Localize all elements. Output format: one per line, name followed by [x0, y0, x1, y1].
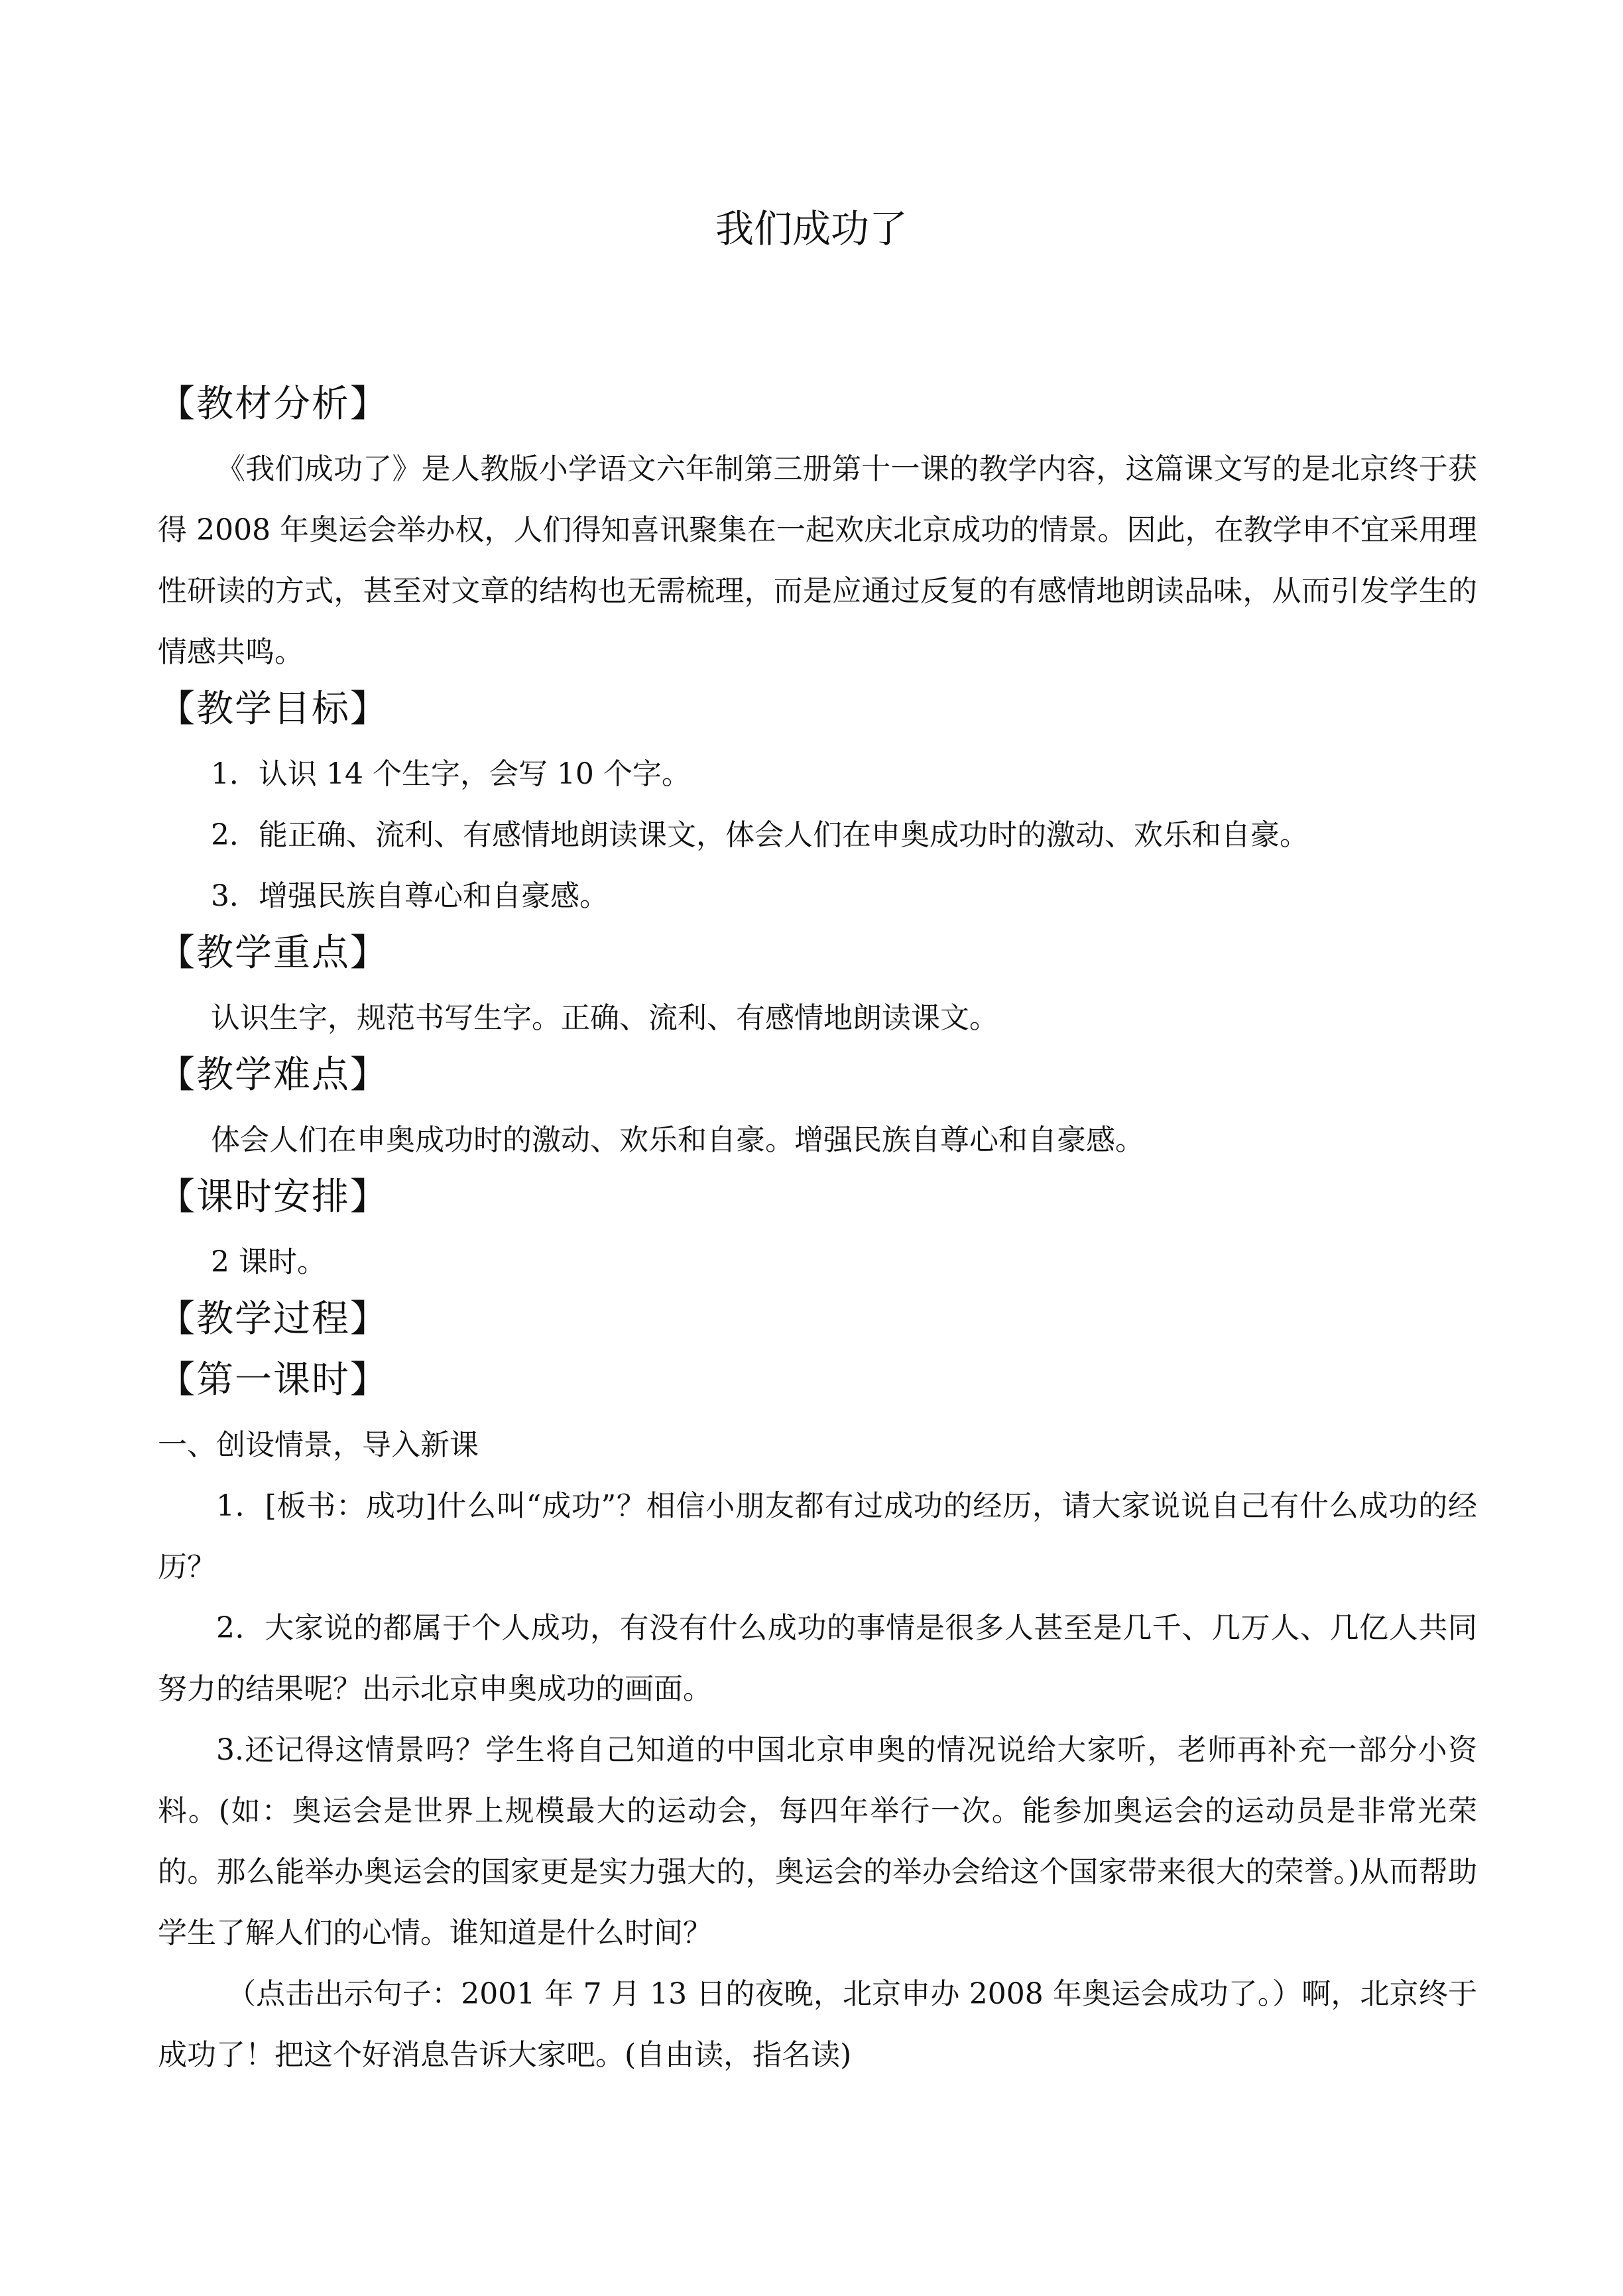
heading-first-lesson: 【第一课时】 [158, 1359, 389, 1402]
heading-textbook-analysis: 【教材分析】 [158, 383, 389, 426]
goal-item: 3．增强民族自尊心和自豪感。 [211, 879, 609, 913]
heading-difficulties: 【教学难点】 [158, 1054, 389, 1097]
page-title: 我们成功了 [715, 206, 908, 251]
document-body [158, 378, 1477, 2086]
difficulties-text: 体会人们在申奥成功时的激动、欢乐和自豪。增强民族自尊心和自豪感。 [211, 1123, 1144, 1157]
process-paragraph: （点击出示句子：2001 年 7 月 13 日的夜晚，北京申办 2008 年奥运会成功了。）啊，北京终于成功了！把这个好消息告诉大家吧。(自由读，指名读) [158, 1977, 1477, 2072]
process-paragraph: 3.还记得这情景吗？学生将自己知道的中国北京申奥的情况说给大家听，老师再补充一部分小资料。(如：奥运会是世界上规模最大的运动会，每四年举行一次。能参加奥运会的运动员是非常光荣的。那么能举办奥运会的国家更是实力强大的，奥运会的举办会给这个国家带来很大的荣誉。)从而帮助学生了解人们的心情。谁知道是什么时间？ [158, 1733, 1477, 1950]
heading-key-points: 【教学重点】 [158, 932, 389, 975]
goal-item: 1．认识 14 个生字，会写 10 个字。 [211, 757, 691, 791]
process-paragraph: 1．[板书：成功]什么叫“成功”？相信小朋友都有过成功的经历，请大家说说自己有什么成功的经历？ [158, 1489, 1477, 1584]
heading-teaching-process: 【教学过程】 [158, 1298, 389, 1341]
schedule-text: 2 课时。 [211, 1245, 326, 1279]
process-paragraph: 2．大家说的都属于个人成功，有没有什么成功的事情是很多人甚至是几千、几万人、几亿人共同努力的结果呢？出示北京申奥成功的画面。 [158, 1611, 1477, 1706]
subheading-intro: 一、创设情景，导入新课 [158, 1428, 479, 1462]
key-points-text: 认识生字，规范书写生字。正确、流利、有感情地朗读课文。 [211, 1001, 998, 1035]
goal-item: 2．能正确、流利、有感情地朗读课文，体会人们在申奥成功时的激动、欢乐和自豪。 [211, 818, 1309, 852]
textbook-analysis-text: 《我们成功了》是人教版小学语文六年制第三册第十一课的教学内容，这篇课文写的是北京终于获得 2008 年奥运会举办权，人们得知喜讯聚集在一起欢庆北京成功的情景。因此，在教学申不宜采用理性研读的方式，甚至对文章的结构也无需梳理，而是应通过反复的有感情地朗读品味，从而引发学生的情感共鸣。 [158, 452, 1477, 669]
heading-teaching-goals: 【教学目标】 [158, 688, 389, 731]
heading-schedule: 【课时安排】 [158, 1176, 389, 1219]
